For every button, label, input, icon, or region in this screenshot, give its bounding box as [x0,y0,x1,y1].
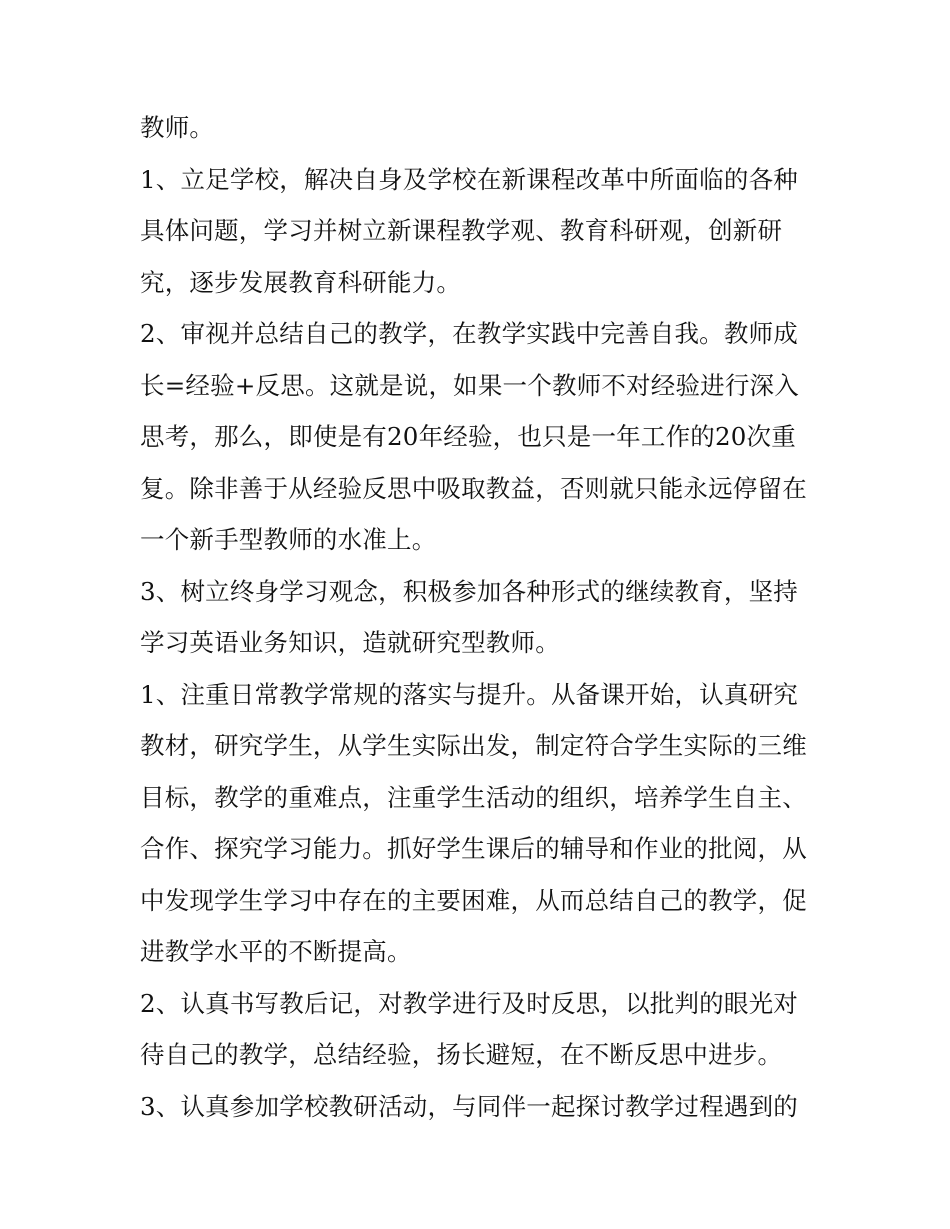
text-line: 一个新手型教师的水准上。 [140,525,437,554]
text-line: 2、认真书写教后记，对教学进行及时反思，以批判的眼光对 [140,988,798,1018]
text-line: 复。除非善于从经验反思中吸取教益，否则就只能永远停留在 [140,473,807,503]
text-line: 长=经验+反思。这就是说，如果一个教师不对经验进行深入 [140,370,799,400]
text-line: 1、注重日常教学常规的落实与提升。从备课开始，认真研究 [140,679,798,709]
document-body [140,102,820,1132]
text-line: 进教学水平的不断提高。 [140,937,412,966]
text-line: 1、立足学校，解决自身及学校在新课程改革中所面临的各种 [140,164,798,194]
text-line: 3、认真参加学校教研活动，与同伴一起探讨教学过程遇到的 [140,1091,798,1121]
text-line: 教材，研究学生，从学生实际出发，制定符合学生实际的三维 [140,731,807,760]
text-line: 2、审视并总结自己的教学，在教学实践中完善自我。教师成 [140,319,798,348]
text-line: 学习英语业务知识，造就研究型教师。 [140,628,560,657]
text-line: 中发现学生学习中存在的主要困难，从而总结自己的教学，促 [140,885,807,915]
text-line: 合作、探究学习能力。抓好学生课后的辅导和作业的批阅，从 [140,834,807,863]
text-line: 具体问题，学习并树立新课程教学观、教育科研观，创新研 [140,216,783,245]
text-line: 教师。 [140,113,215,142]
text-line: 思考，那么，即使是有20年经验，也只是一年工作的20次重 [140,422,796,451]
text-line: 3、树立终身学习观念，积极参加各种形式的继续教育，坚持 [140,576,798,606]
text-line: 目标，教学的重难点，注重学生活动的组织，培养学生自主、 [140,782,807,812]
text-line: 待自己的教学，总结经验，扬长避短，在不断反思中进步。 [140,1040,783,1069]
text-line: 究，逐步发展教育科研能力。 [140,267,462,297]
